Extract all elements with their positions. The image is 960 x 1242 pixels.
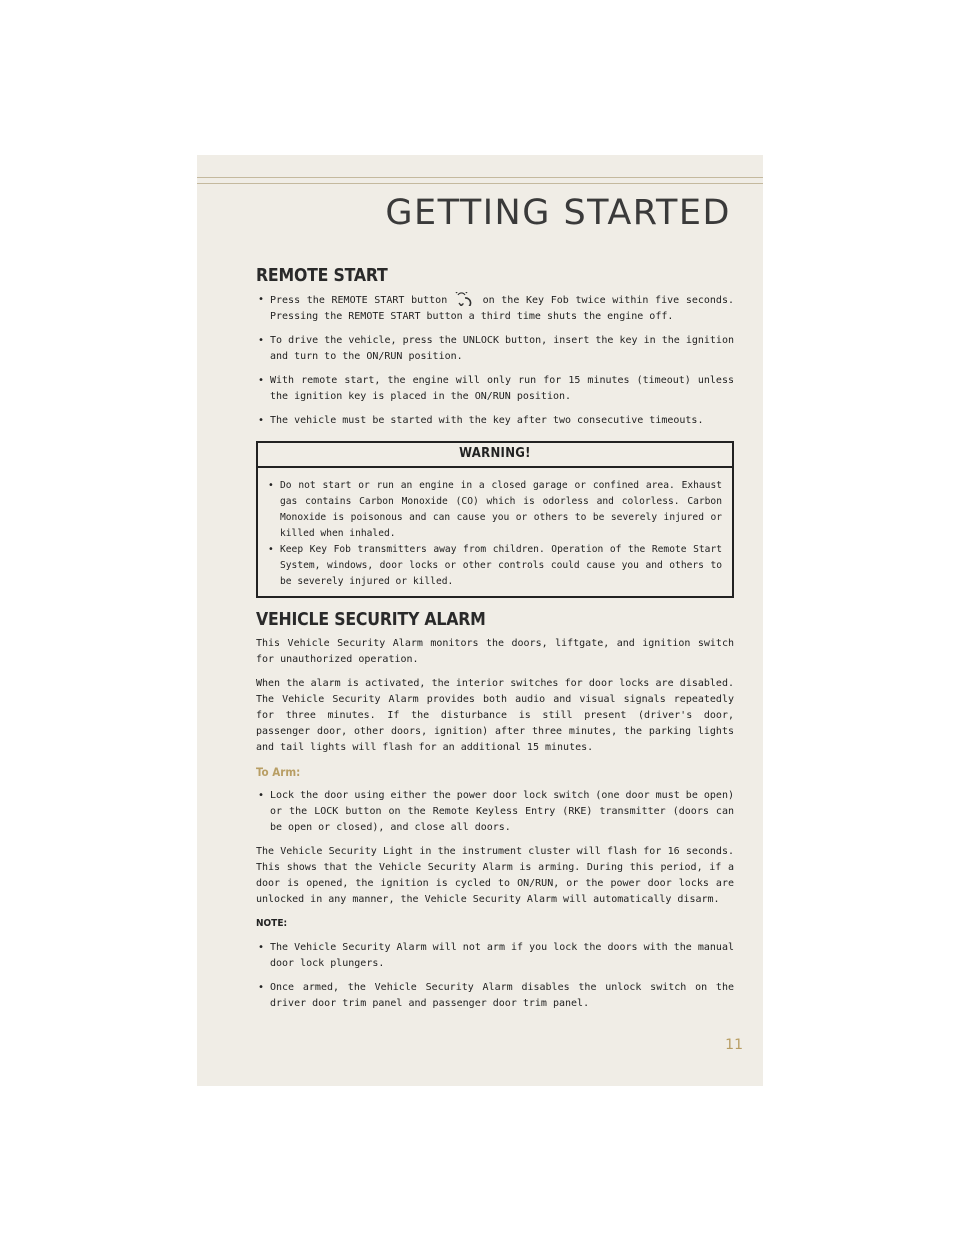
remote-start-icon <box>454 292 476 306</box>
note-list <box>256 940 734 1012</box>
note-label: NOTE: <box>256 918 288 929</box>
header-rule-top <box>197 177 763 178</box>
section-title: GETTING STARTED <box>385 193 731 233</box>
to-arm-heading: To Arm: <box>256 765 301 779</box>
list-item: • Once armed, the Vehicle Security Alarm disables the unlock switch on the driver door trim panel and passenger door trim panel. <box>256 980 734 1012</box>
list-item: • With remote start, the engine will only run for 15 minutes (timeout) unless the ignition key is placed in the ON/RUN position. <box>256 373 734 405</box>
paragraph: The Vehicle Security Light in the instrument cluster will flash for 16 seconds. This shows that the Vehicle Security Alarm is arming. During this period, if a door is opened, the ignition is cycled to ON/RUN, or the power door locks are unlocked in any manner, the Vehicle Security Alarm will automatically disarm. <box>256 846 734 905</box>
paragraph: This Vehicle Security Alarm monitors the doors, liftgate, and ignition switch for unauthorized operation. <box>256 638 734 665</box>
warning-heading: WARNING! <box>258 443 732 468</box>
security-alarm-heading: VEHICLE SECURITY ALARM <box>256 610 486 630</box>
list-item: • Lock the door using either the power door lock switch (one door must be open) or the LOCK button on the Remote Keyless Entry (RKE) transmitter (doors can be open or closed), and close all doors. <box>256 788 734 836</box>
list-item: • To drive the vehicle, press the UNLOCK button, insert the key in the ignition and turn to the ON/RUN position. <box>256 333 734 365</box>
manual-page <box>197 155 763 1086</box>
list-item: • The Vehicle Security Alarm will not arm if you lock the doors with the manual door lock plungers. <box>256 940 734 972</box>
list-item: • The vehicle must be started with the key after two consecutive timeouts. <box>256 413 734 429</box>
page-content <box>256 268 734 1020</box>
warning-item: • Keep Key Fob transmitters away from children. Operation of the Remote Start System, windows, door locks or other controls could cause you and others to be severely injured or killed. <box>266 542 722 590</box>
bullet-text: Press the REMOTE START button <box>270 295 454 306</box>
paragraph: When the alarm is activated, the interior switches for door locks are disabled. The Vehicle Security Alarm provides both audio and visual signals repeatedly for three minutes. If the disturbance is still present (driver's door, passenger door, other doors, ignition) after three minutes, the parking lights and tail lights will flash for an additional 15 minutes. <box>256 678 734 753</box>
warning-box <box>256 441 734 598</box>
remote-start-heading: REMOTE START <box>256 266 388 286</box>
warning-list <box>258 468 732 596</box>
remote-start-list <box>256 292 734 429</box>
to-arm-list <box>256 788 734 836</box>
bullet-text: on the Key Fob twice within five seconds. Pressing the REMOTE START button a third time shuts the engine off. <box>270 295 734 322</box>
header-rule-bottom <box>197 183 763 184</box>
list-item <box>256 292 734 325</box>
warning-item: • Do not start or run an engine in a closed garage or confined area. Exhaust gas contains Carbon Monoxide (CO) which is odorless and colorless. Carbon Monoxide is poisonous and can cause you or others to be severely injured or killed when inhaled. <box>266 478 722 542</box>
page-number: 11 <box>725 1037 743 1053</box>
